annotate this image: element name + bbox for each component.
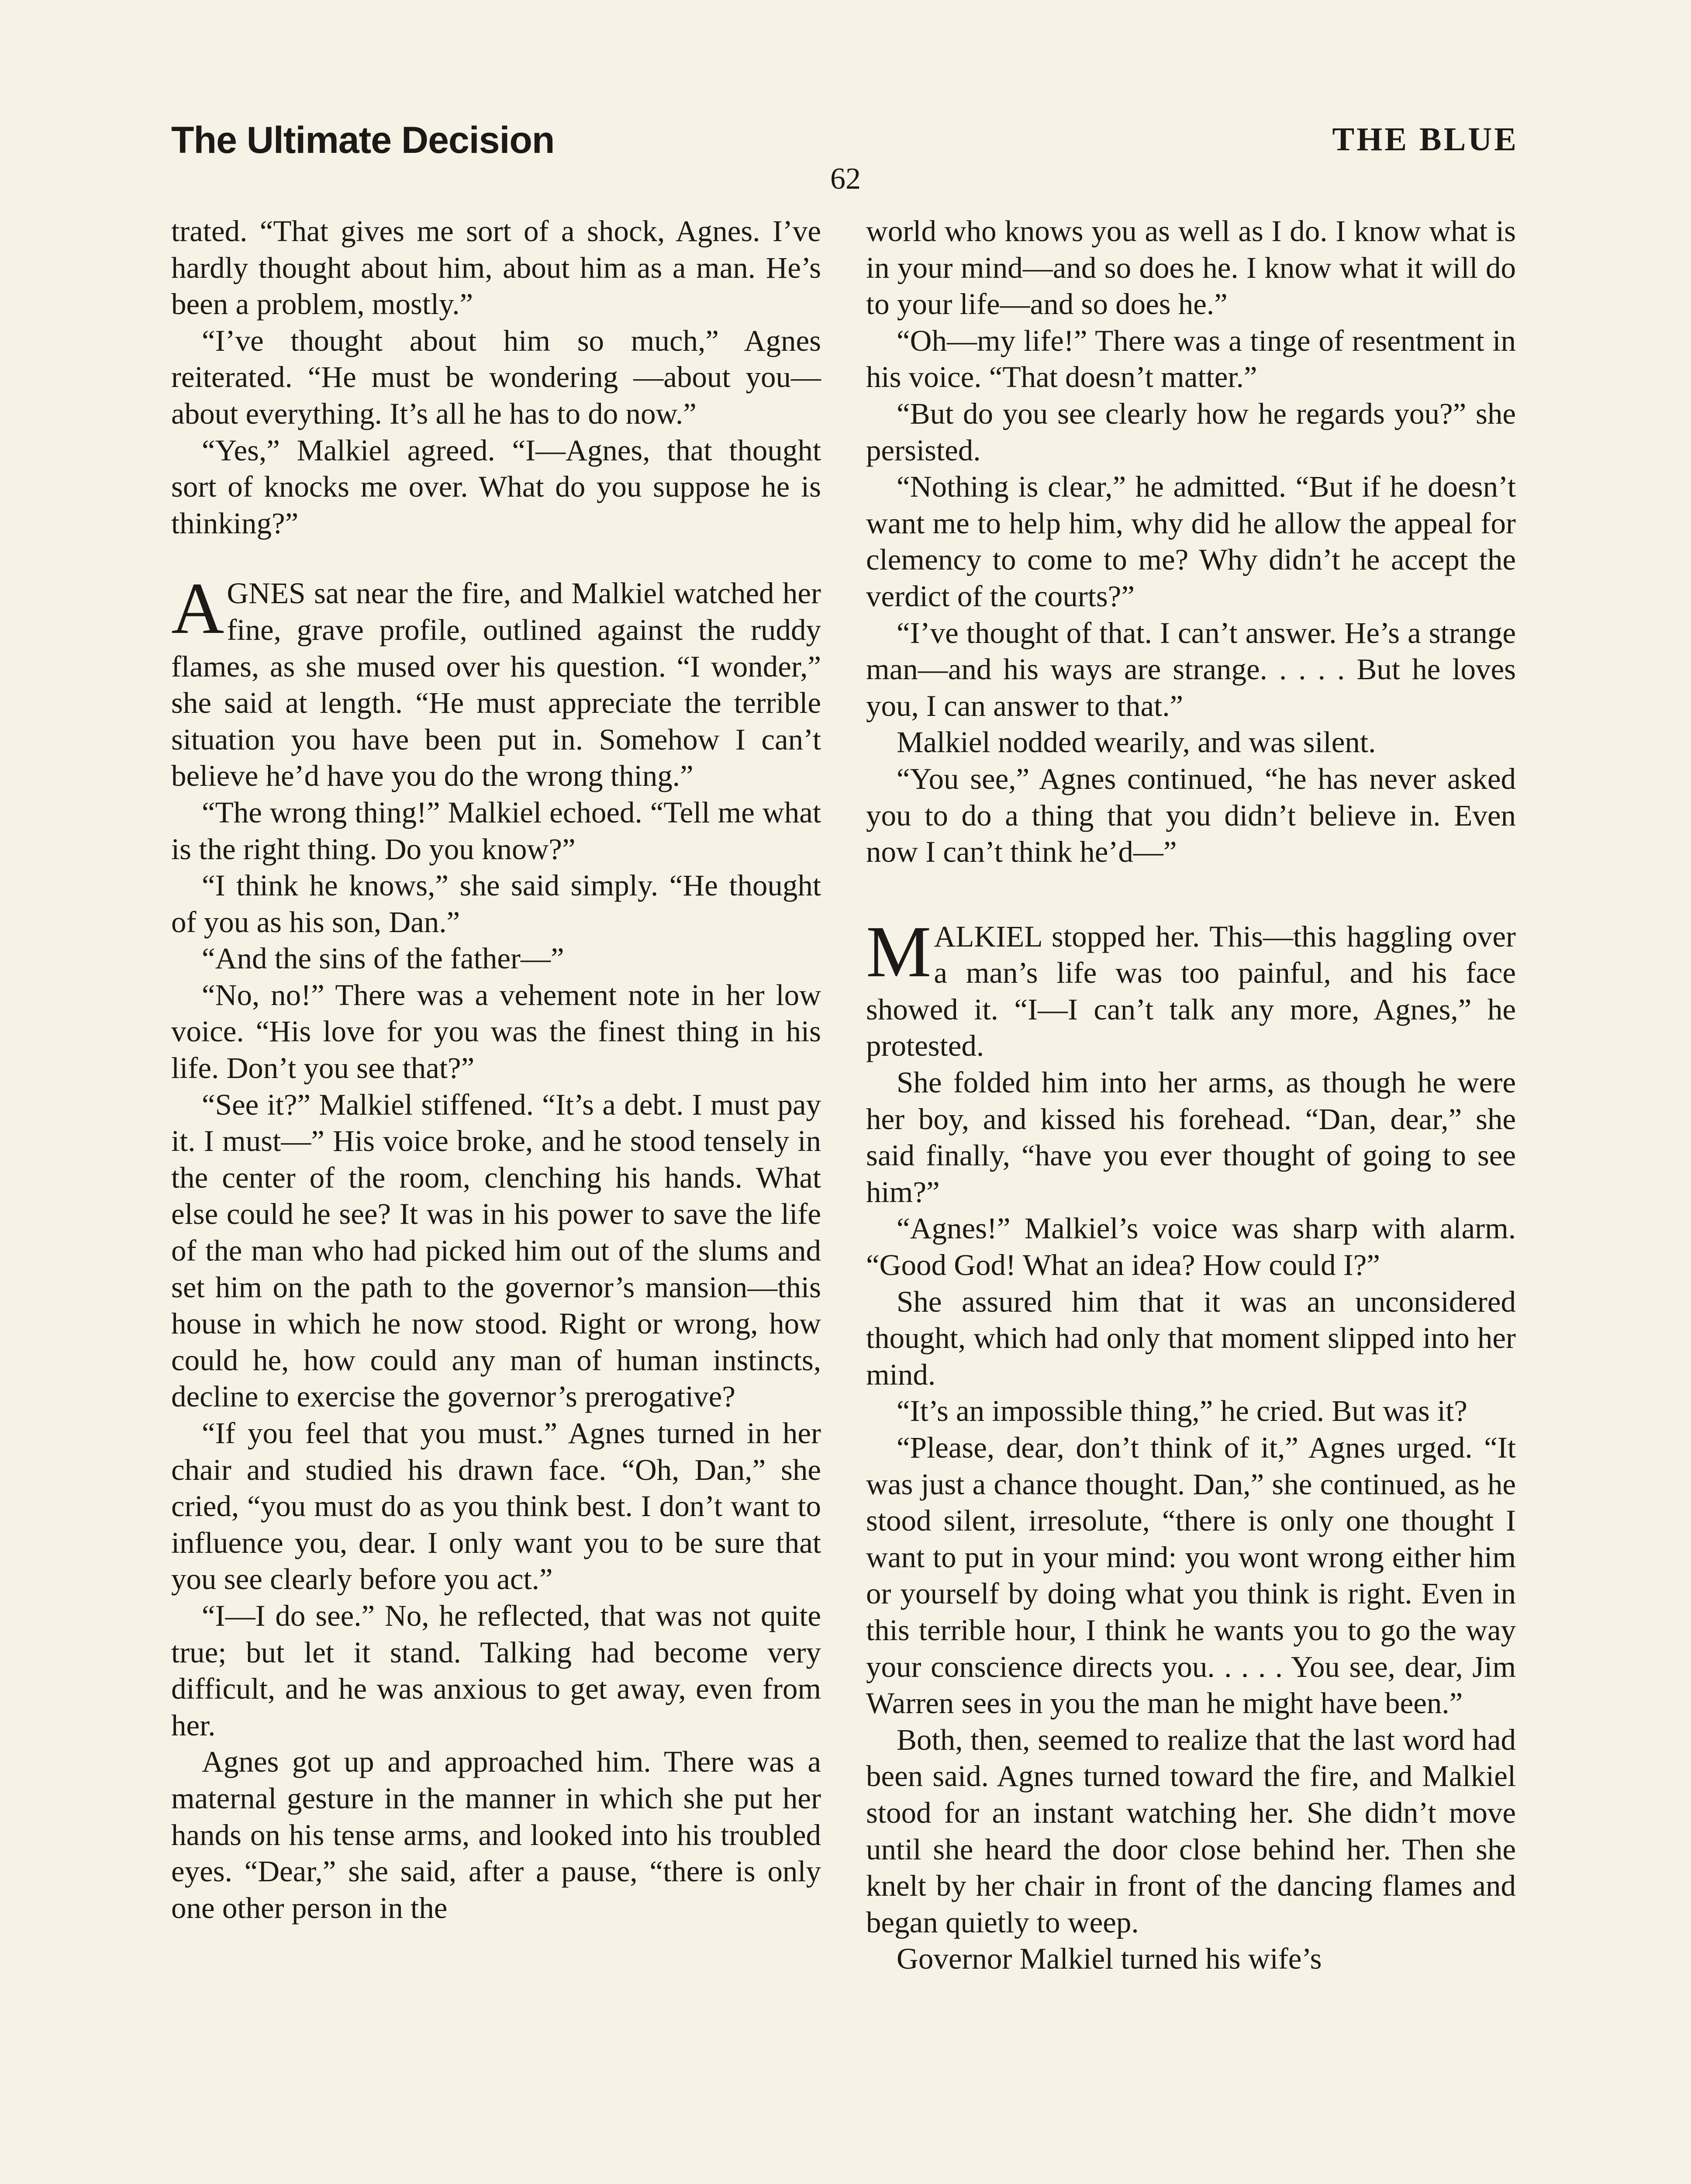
paragraph: Malkiel nodded wearily, and was silent. — [897, 726, 1376, 759]
paragraph-text: ALKIEL stopped her. This—this haggling over a man’s life was too painful, and his face showed it. “I—I can’t talk any more, Agnes,” he protested. — [866, 919, 1516, 1063]
right-column — [866, 213, 1516, 1977]
paragraph: “Oh—my life!” There was a tinge of resentment in his voice. “That doesn’t matter.” — [866, 324, 1516, 394]
paragraph: She folded him into her arms, as though he were her boy, and kissed his forehead. “Dan, dear,” she said finally, “have you ever thought of going to see him?” — [866, 1066, 1516, 1209]
paragraph: “Agnes!” Malkiel’s voice was sharp with alarm. “Good God! What an idea? How could I?” — [866, 1212, 1516, 1282]
paragraph: “Please, dear, don’t think of it,” Agnes urged. “It was just a chance thought. Dan,” she continued, as he stood silent, irresolute, “there is only one thought I want to put in your mind: you wont wrong either him or yourself by doing what you think is right. Even in this terrible hour, I think he wants you to go the way your conscience directs you. . . . . You see, dear, Jim Warren sees in you the man he might have been.” — [866, 1431, 1516, 1720]
paragraph: Both, then, seemed to realize that the last word had been said. Agnes turned toward the fire, and Malkiel stood for an instant watching her. She didn’t move until she heard the door close behind her. Then she knelt by her chair in front of the dancing flames and began quietly to weep. — [866, 1723, 1516, 1939]
paragraph: “And the sins of the father—” — [202, 942, 564, 975]
magazine-name: THE BLUE — [1332, 121, 1518, 158]
paragraph: “The wrong thing!” Malkiel echoed. “Tell me what is the right thing. Do you know?” — [171, 795, 821, 866]
paragraph: “I think he knows,” she said simply. “He thought of you as his son, Dan.” — [171, 869, 821, 939]
paragraph: “I’ve thought of that. I can’t answer. He’s a strange man—and his ways are strange. . . . . But he loves you, I can answer to that.” — [866, 616, 1516, 722]
paragraph: Agnes got up and approached him. There was a maternal gesture in the manner in which she put her hands on his tense arms, and looked into his troubled eyes. “Dear,” she said, after a pause, “there is only one other person in the — [171, 1745, 821, 1925]
paragraph-dropcap — [171, 568, 821, 795]
paragraph: world who knows you as well as I do. I know what is in your mind—and so does he. I know what it will do to your life—and so does he.” — [866, 214, 1516, 321]
paragraph: She assured him that it was an unconsidered thought, which had only that moment slipped into her mind. — [866, 1285, 1516, 1391]
paragraph: “No, no!” There was a vehement note in her low voice. “His love for you was the finest thing in his life. Don’t you see that?” — [171, 978, 821, 1085]
paragraph: “I—I do see.” No, he reflected, that was not quite true; but let it stand. Talking had become very difficult, and he was anxious to get away, even from her. — [171, 1599, 821, 1742]
paragraph: trated. “That gives me sort of a shock, Agnes. I’ve hardly thought about him, about him as a man. He’s been a problem, mostly.” — [171, 214, 821, 321]
paragraph: “You see,” Agnes continued, “he has never asked you to do a thing that you didn’t believe in. Even now I can’t think he’d—” — [866, 762, 1516, 869]
paragraph: “Yes,” Malkiel agreed. “I—Agnes, that thought sort of knocks me over. What do you suppose he is thinking?” — [171, 433, 821, 540]
paragraph: “Nothing is clear,” he admitted. “But if he doesn’t want me to help him, why did he allow the appeal for clemency to come to me? Why didn’t he accept the verdict of the courts?” — [866, 470, 1516, 613]
paragraph-text: GNES sat near the fire, and Malkiel watched her fine, grave profile, outlined against the ruddy flames, as she mused over his question. “I wonder,” she said at length. “He must appreciate the terrible situation you have been put in. Somehow I can’t believe he’d have you do the wrong thing.” — [171, 577, 821, 793]
drop-cap: M — [866, 911, 932, 992]
left-column — [171, 213, 821, 1926]
paragraph: Governor Malkiel turned his wife’s — [897, 1942, 1322, 1976]
page-number: 62 — [830, 162, 861, 196]
paragraph-dropcap — [866, 911, 1516, 1064]
paragraph: “See it?” Malkiel stiffened. “It’s a debt. I must pay it. I must—” His voice broke, and he stood tensely in the center of the room, clenching his hands. What else could he see? It was in his power to save the life of the man who had picked him out of the slums and set him on the path to the governor’s mansion—this house in which he now stood. Right or wrong, how could he, how could any man of human instincts, decline to exercise the governor’s prerogative? — [171, 1088, 821, 1413]
paragraph: “It’s an impossible thing,” he cried. But was it? — [897, 1394, 1467, 1428]
paragraph: “I’ve thought about him so much,” Agnes reiterated. “He must be wondering —about you—about everything. It’s all he has to do now.” — [171, 324, 821, 430]
drop-cap: A — [171, 568, 224, 650]
story-title: The Ultimate Decision — [171, 119, 555, 161]
paragraph: “If you feel that you must.” Agnes turned in her chair and studied his drawn face. “Oh, Dan,” she cried, “you must do as you think best. I don’t want to influence you, dear. I only want you to be sure that you see clearly before you act.” — [171, 1417, 821, 1596]
paragraph: “But do you see clearly how he regards you?” she persisted. — [866, 397, 1516, 467]
